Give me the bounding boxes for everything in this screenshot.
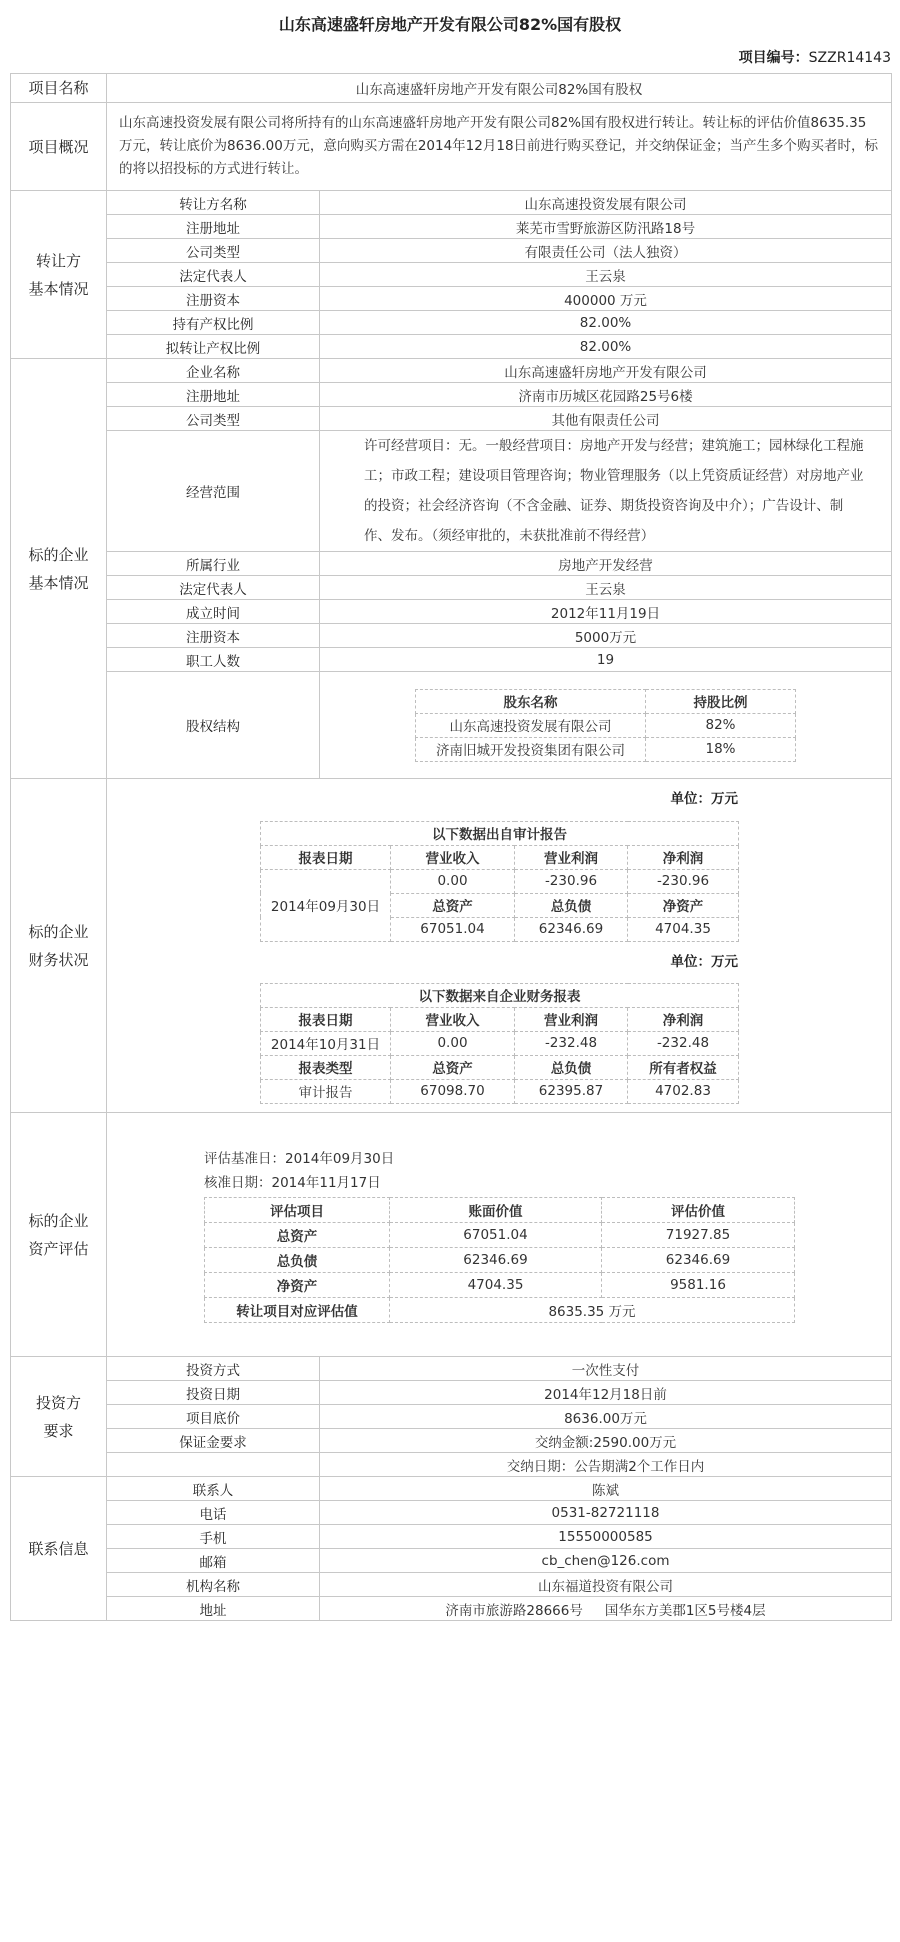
transferor-key: 拟转让产权比例: [107, 335, 320, 359]
report-type: 审计报告: [261, 1079, 391, 1103]
target-value: 王云泉: [320, 576, 892, 600]
equity-header-shareholder: 股东名称: [416, 689, 646, 713]
contact-key: 电话: [107, 1501, 320, 1525]
target-row: [11, 576, 892, 600]
valuation-book-value: 67051.04: [390, 1222, 602, 1247]
investor-row: [11, 1429, 892, 1453]
target-scope-row: [11, 431, 892, 552]
deposit-date: 交纳日期：公告期满2个工作日内: [320, 1453, 892, 1477]
valuation-header-item: 评估项目: [205, 1197, 390, 1222]
investor-row: [11, 1405, 892, 1429]
target-row: [11, 407, 892, 431]
transferor-value: 山东高速投资发展有限公司: [320, 191, 892, 215]
project-number: [739, 47, 891, 67]
valuation-data-row: [205, 1222, 795, 1247]
transferor-value: 82.00%: [320, 311, 892, 335]
audit-total-assets: 67051.04: [391, 917, 515, 941]
valuation-data-row: [205, 1272, 795, 1297]
report-finance-table: [260, 983, 739, 1104]
valuation-header-book: 账面价值: [390, 1197, 602, 1222]
contact-key: 手机: [107, 1525, 320, 1549]
valuation-base-date: 评估基准日：2014年09月30日: [204, 1150, 395, 1167]
valuation-header-eval: 评估价值: [602, 1197, 795, 1222]
audit-header-revenue: 营业收入: [391, 845, 515, 869]
audit-header-net-assets: 净资产: [628, 893, 739, 917]
audit-data-row: [261, 869, 739, 893]
target-key: 企业名称: [107, 359, 320, 383]
audit-revenue: 0.00: [391, 869, 515, 893]
valuation-approve-date: 核准日期：2014年11月17日: [204, 1174, 381, 1191]
investor-key: 保证金要求: [107, 1429, 320, 1453]
equity-header-share: 持股比例: [646, 689, 796, 713]
contact-value: 陈斌: [320, 1477, 892, 1501]
audit-header-net-profit: 净利润: [628, 845, 739, 869]
report-owner-equity: 4702.83: [628, 1079, 739, 1103]
investor-key-empty: [107, 1453, 320, 1477]
contact-key: 邮箱: [107, 1549, 320, 1573]
transferor-section-label: [11, 191, 107, 359]
investor-value: 8636.00万元: [320, 1405, 892, 1429]
transferor-section-line1: 转让方: [35, 251, 81, 270]
target-row: [11, 600, 892, 624]
finance-section-label: [11, 779, 107, 1113]
valuation-table: [204, 1197, 795, 1323]
investor-key: 投资日期: [107, 1381, 320, 1405]
audit-operating-profit: -230.96: [515, 869, 628, 893]
report-header-row: [261, 1055, 739, 1079]
investor-section-line2: 要求: [43, 1421, 74, 1440]
business-scope-text: 许可经营项目：无。一般经营项目：房地产开发与经营；建筑施工；园林绿化工程施工；市政工程；建设项目管理咨询；物业管理服务（以上凭资质证经营）对房地产业的投资；社会经济咨询（不含金融、证券、期货投资咨询及中介）；广告设计、制作、发布。（须经审批的，未获批准前不得经营）: [320, 431, 892, 552]
transferor-key: 转让方名称: [107, 191, 320, 215]
target-key: 所属行业: [107, 552, 320, 576]
address-part1: 济南市旅游路28666号: [445, 1602, 583, 1619]
target-value: 2012年11月19日: [320, 600, 892, 624]
transferor-value: 王云泉: [320, 263, 892, 287]
report-total-liabilities: 62395.87: [515, 1079, 628, 1103]
shareholder-share: 18%: [646, 737, 796, 761]
audit-total-liabilities: 62346.69: [515, 917, 628, 941]
valuation-eval-value: 62346.69: [602, 1247, 795, 1272]
report-total-assets: 67098.70: [391, 1079, 515, 1103]
equity-structure-label: 股权结构: [107, 672, 320, 779]
target-value: 山东高速盛轩房地产开发有限公司: [320, 359, 892, 383]
shareholder-name: 济南旧城开发投资集团有限公司: [416, 737, 646, 761]
contact-value: cb_chen@126.com: [320, 1549, 892, 1573]
contact-address-value: [320, 1597, 892, 1621]
shareholder-name: 山东高速投资发展有限公司: [416, 713, 646, 737]
contact-row: [11, 1525, 892, 1549]
transferor-value: 莱芜市雪野旅游区防汛路18号: [320, 215, 892, 239]
transferor-key: 法定代表人: [107, 263, 320, 287]
target-value: 5000万元: [320, 624, 892, 648]
valuation-row: [11, 1113, 892, 1357]
valuation-eval-value: 71927.85: [602, 1222, 795, 1247]
target-value: 济南市历城区花园路25号6楼: [320, 383, 892, 407]
target-value: 房地产开发经营: [320, 552, 892, 576]
transferor-row: [11, 215, 892, 239]
valuation-transfer-row: [205, 1297, 795, 1322]
equity-structure-row: [11, 672, 892, 779]
transferor-value: 400000 万元: [320, 287, 892, 311]
report-operating-profit: -232.48: [515, 1031, 628, 1055]
transferor-value: 82.00%: [320, 335, 892, 359]
equity-header-row: [416, 689, 796, 713]
project-name-value: 山东高速盛轩房地产开发有限公司82%国有股权: [107, 74, 892, 103]
contact-row: [11, 1501, 892, 1525]
transferor-key: 公司类型: [107, 239, 320, 263]
audit-header-total-assets: 总资产: [391, 893, 515, 917]
investor-value: 2014年12月18日前: [320, 1381, 892, 1405]
audit-table-title: 以下数据出自审计报告: [261, 821, 739, 845]
valuation-header-row: [205, 1197, 795, 1222]
valuation-section-line1: 标的企业: [28, 1211, 89, 1230]
target-row: [11, 552, 892, 576]
audit-header-date: 报表日期: [261, 845, 391, 869]
investor-key: 投资方式: [107, 1357, 320, 1381]
project-overview-row: [11, 103, 892, 191]
audit-report-date: 2014年09月30日: [261, 869, 391, 941]
contact-key: 联系人: [107, 1477, 320, 1501]
finance-row: [11, 779, 892, 1113]
transfer-value-label: 转让项目对应评估值: [205, 1297, 390, 1322]
valuation-item: 总负债: [205, 1247, 390, 1272]
target-section-label: [11, 359, 107, 779]
audit-title-row: [261, 821, 739, 845]
report-header-operating-profit: 营业利润: [515, 1007, 628, 1031]
transferor-row: [11, 191, 892, 215]
contact-section-label: 联系信息: [11, 1477, 107, 1621]
contact-key: 机构名称: [107, 1573, 320, 1597]
equity-row: [416, 713, 796, 737]
project-name-row: [11, 74, 892, 103]
contact-row: [11, 1597, 892, 1621]
address-part2: 国华东方美郡1区5号楼4层: [604, 1602, 766, 1619]
valuation-book-value: 62346.69: [390, 1247, 602, 1272]
transferor-key: 持有产权比例: [107, 311, 320, 335]
report-header-total-assets: 总资产: [391, 1055, 515, 1079]
equity-structure-cell: [320, 672, 892, 779]
target-value: 其他有限责任公司: [320, 407, 892, 431]
report-data-row: [261, 1031, 739, 1055]
project-name-label: 项目名称: [11, 74, 107, 103]
investor-row: [11, 1381, 892, 1405]
transferor-row: [11, 263, 892, 287]
shareholder-share: 82%: [646, 713, 796, 737]
report-net-profit: -232.48: [628, 1031, 739, 1055]
report-table-title: 以下数据来自企业财务报表: [261, 983, 739, 1007]
valuation-item: 净资产: [205, 1272, 390, 1297]
audit-header-operating-profit: 营业利润: [515, 845, 628, 869]
contact-row: [11, 1549, 892, 1573]
target-row: [11, 648, 892, 672]
audit-net-assets: 4704.35: [628, 917, 739, 941]
finance-section-line1: 标的企业: [28, 922, 89, 941]
page-title: 山东高速盛轩房地产开发有限公司82%国有股权: [278, 15, 622, 34]
valuation-section-label: [11, 1113, 107, 1357]
valuation-cell: [107, 1113, 892, 1357]
report-unit-label: 单位：万元: [670, 953, 738, 970]
valuation-section-line2: 资产评估: [28, 1239, 89, 1258]
report-title-row: [261, 983, 739, 1007]
equity-row: [416, 737, 796, 761]
investor-value: 交纳金额:2590.00万元: [320, 1429, 892, 1453]
transfer-value: 8635.35 万元: [390, 1297, 795, 1322]
project-number-label: 项目编号：: [738, 50, 809, 66]
target-row: [11, 383, 892, 407]
report-revenue: 0.00: [391, 1031, 515, 1055]
target-section-line2: 基本情况: [28, 573, 89, 592]
investor-value: 一次性支付: [320, 1357, 892, 1381]
project-overview-text: 山东高速投资发展有限公司将所持有的山东高速盛轩房地产开发有限公司82%国有股权进行转让。转让标的评估价值8635.35万元，转让底价为8636.00万元，意向购买方需在2014年12月18日前进行购买登记，并交纳保证金；当产生多个购买者时，标的将以招投标的方式进行转让。: [107, 103, 892, 191]
project-overview-label: 项目概况: [11, 103, 107, 191]
finance-cell: [107, 779, 892, 1113]
target-section-line1: 标的企业: [28, 545, 89, 564]
target-row: [11, 359, 892, 383]
target-row: [11, 624, 892, 648]
report-header-type: 报表类型: [261, 1055, 391, 1079]
investor-key: 项目底价: [107, 1405, 320, 1429]
target-key: 成立时间: [107, 600, 320, 624]
transferor-row: [11, 335, 892, 359]
audit-header-row: [261, 845, 739, 869]
contact-value: 15550000585: [320, 1525, 892, 1549]
contact-value: 山东福道投资有限公司: [320, 1573, 892, 1597]
report-header-owner-equity: 所有者权益: [628, 1055, 739, 1079]
investor-row: [11, 1453, 892, 1477]
audit-net-profit: -230.96: [628, 869, 739, 893]
finance-section-line2: 财务状况: [28, 950, 89, 969]
report-date: 2014年10月31日: [261, 1031, 391, 1055]
report-header-total-liabilities: 总负债: [515, 1055, 628, 1079]
project-table: [10, 73, 892, 1621]
transferor-value: 有限责任公司（法人独资）: [320, 239, 892, 263]
report-header-net-profit: 净利润: [628, 1007, 739, 1031]
audit-finance-table: [260, 821, 739, 942]
valuation-eval-value: 9581.16: [602, 1272, 795, 1297]
contact-row: [11, 1573, 892, 1597]
report-header-date: 报表日期: [261, 1007, 391, 1031]
target-value: 19: [320, 648, 892, 672]
target-key: 法定代表人: [107, 576, 320, 600]
investor-section-line1: 投资方: [35, 1393, 81, 1412]
transferor-row: [11, 311, 892, 335]
transferor-section-line2: 基本情况: [28, 279, 89, 298]
transferor-row: [11, 287, 892, 311]
report-header-revenue: 营业收入: [391, 1007, 515, 1031]
transferor-key: 注册地址: [107, 215, 320, 239]
audit-unit-label: 单位：万元: [670, 790, 738, 807]
contact-address-label: 地址: [107, 1597, 320, 1621]
target-key: 公司类型: [107, 407, 320, 431]
report-header-row: [261, 1007, 739, 1031]
target-key: 注册地址: [107, 383, 320, 407]
investor-section-label: [11, 1357, 107, 1477]
audit-header-total-liabilities: 总负债: [515, 893, 628, 917]
contact-row: [11, 1477, 892, 1501]
report-data-row: [261, 1079, 739, 1103]
valuation-item: 总资产: [205, 1222, 390, 1247]
transferor-key: 注册资本: [107, 287, 320, 311]
target-key: 注册资本: [107, 624, 320, 648]
investor-row: [11, 1357, 892, 1381]
target-key: 职工人数: [107, 648, 320, 672]
transferor-row: [11, 239, 892, 263]
equity-table: [415, 689, 796, 762]
valuation-data-row: [205, 1247, 795, 1272]
valuation-book-value: 4704.35: [390, 1272, 602, 1297]
contact-value: 0531-82721118: [320, 1501, 892, 1525]
business-scope-label: 经营范围: [107, 431, 320, 552]
project-number-value: SZZR14143: [808, 50, 891, 66]
